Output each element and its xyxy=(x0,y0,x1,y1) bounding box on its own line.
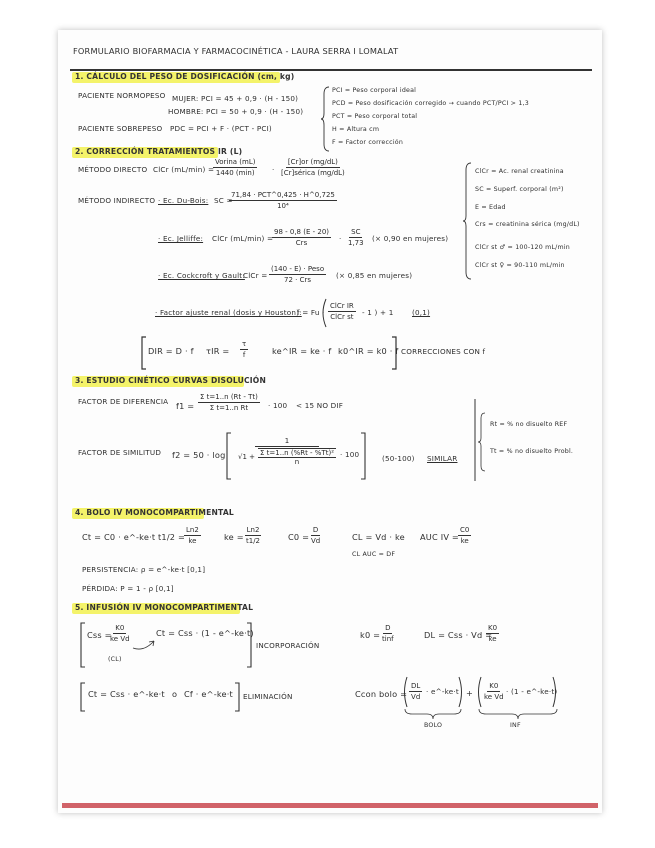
factor-den: ClCr st xyxy=(330,313,354,322)
css-lhs: Css = xyxy=(87,630,112,640)
k0-den: tinf xyxy=(382,635,394,644)
dl-formula: DL = Css · Vd = xyxy=(424,630,493,640)
elim-o: o xyxy=(172,689,178,699)
ct-incorporacion: Ct = Css · (1 - e^-ke·t) xyxy=(156,628,254,638)
s1-legend-3: H = Altura cm xyxy=(332,126,380,133)
dl-frac xyxy=(486,624,499,643)
cl-auc: CL AUC = DF xyxy=(352,551,396,558)
directo-lhs: ClCr (mL/min) = xyxy=(153,165,215,174)
cl-formula: CL = Vd · ke xyxy=(352,532,405,542)
auc-lhs: AUC IV = xyxy=(420,532,459,542)
directo-num-2: [Cr]or (mg/dL) xyxy=(286,158,340,168)
f1-frac xyxy=(198,393,260,412)
directo-den-2: [Cr]sérica (mg/dL) xyxy=(281,169,345,178)
corrections-label: CORRECCIONES CON f xyxy=(401,347,486,356)
section-heading-5: 5. INFUSIÓN IV MONOCOMPARTIMENTAL xyxy=(75,603,254,612)
bolo-plus: + xyxy=(466,688,474,698)
s1-legend-4: F = Factor corrección xyxy=(332,139,404,146)
section-heading-4: 4. BOLO IV MONOCOMPARTIMENTAL xyxy=(75,508,234,517)
c0-frac xyxy=(309,526,322,545)
cockcroft-den: 72 · Crs xyxy=(284,276,312,285)
formula-mujer: MUJER: PCI = 45 + 0,9 · (H - 150) xyxy=(172,94,299,103)
sqrt-sign: √1 + xyxy=(238,453,256,462)
f2-lhs: f2 = 50 · log xyxy=(172,450,226,460)
thalf-den: ke xyxy=(188,537,197,546)
ke-lhs: ke = xyxy=(224,532,244,542)
s4-ct: Ct = C0 · e^-ke·t xyxy=(82,532,156,542)
s3-legend-1: Tt = % no disuelto Probl. xyxy=(490,448,574,455)
factor-num: ClCr IR xyxy=(328,302,356,312)
factor-frac xyxy=(328,302,356,321)
formula-hombre: HOMBRE: PCI = 50 + 0,9 · (H - 150) xyxy=(168,107,304,116)
f2-label: FACTOR DE SIMILITUD xyxy=(78,448,162,457)
cockcroft-note: (× 0,85 en mujeres) xyxy=(336,271,413,280)
jelliffe-lhs: ClCr (mL/min) = xyxy=(212,234,274,243)
s1-legend-brace xyxy=(323,86,331,152)
corr-tau-frac xyxy=(240,340,248,359)
s1-legend-0: PCI = Peso corporal ideal xyxy=(332,87,417,94)
incorporacion-label: INCORPORACIÓN xyxy=(256,641,320,650)
corr-tau-den: f xyxy=(242,351,246,360)
eliminacion-label: ELIMINACIÓN xyxy=(243,692,293,701)
factor-label: · Factor ajuste renal (dosis y Houston): xyxy=(155,308,302,317)
bolo-term2-den: ke Vd xyxy=(484,693,504,702)
thalf-frac xyxy=(184,526,201,545)
jelliffe-sc-frac xyxy=(346,228,366,247)
perdida: PÉRDIDA: P = 1 - ρ [0,1] xyxy=(82,584,174,593)
c0-den: Vd xyxy=(311,537,321,546)
f1-tail: · 100 xyxy=(268,401,288,410)
dubois-den: 10⁴ xyxy=(277,202,289,211)
f2-inner-num: Σ t=1..n (%Rt - %Tt)² xyxy=(260,449,335,458)
bolo-underbrace xyxy=(404,708,462,720)
dubois-num: 71,84 · PCT^0,425 · H^0,725 xyxy=(229,191,337,201)
section-heading-1: 1. CÁLCULO DEL PESO DE DOSIFICACIÓN (cm, kg) xyxy=(75,72,295,81)
sobrepeso-label: PACIENTE SOBREPESO xyxy=(78,124,163,133)
inf-underbrace xyxy=(478,708,558,720)
elim-bracket-right xyxy=(234,682,240,712)
auc-den: ke xyxy=(460,537,469,546)
k0-frac xyxy=(380,624,396,643)
s2-legend-3: Crs = creatinina sérica (mg/dL) xyxy=(475,221,580,228)
jelliffe-note: (× 0,90 en mujeres) xyxy=(372,234,449,243)
elim-bracket-left xyxy=(80,682,86,712)
red-margin-line xyxy=(62,803,598,808)
jelliffe-den: Crs xyxy=(295,239,308,248)
cockcroft-frac xyxy=(269,265,326,284)
bolo-term2-exp: · (1 - e^-ke·t) xyxy=(506,687,558,696)
css-den: ke Vd xyxy=(110,635,130,644)
elim-b: Cf · e^-ke·t xyxy=(184,689,233,699)
dubois-label: · Ec. Du-Bois: xyxy=(158,196,209,205)
corr-dir: DIR = D · f xyxy=(148,346,194,356)
auc-frac xyxy=(458,526,471,545)
bolo-term1-num: DL xyxy=(409,682,422,692)
bolo-paren-1-left xyxy=(402,676,408,708)
directo-frac-1 xyxy=(213,158,257,177)
jelliffe-sc-num: SC xyxy=(349,228,362,238)
directo-frac-2 xyxy=(279,158,347,177)
cockcroft-label: · Ec. Cockcroft y Gault: xyxy=(158,271,245,280)
f2-tail: · 100 xyxy=(340,450,360,459)
directo-num-1: Vorina (mL) xyxy=(213,158,257,168)
s1-legend-2: PCT = Peso corporal total xyxy=(332,113,418,120)
f1-den: Σ t=1..n Rt xyxy=(209,404,249,413)
f2-outer-num: 1 xyxy=(255,437,319,447)
f2-inner-den: n xyxy=(294,458,300,467)
dubois-frac xyxy=(229,191,337,210)
css-under: (CL) xyxy=(108,656,122,663)
factor-rest: - 1 ) + 1 xyxy=(362,308,394,317)
corr-tau-lhs: τIR = xyxy=(206,346,230,356)
s2-legend-2: E = Edad xyxy=(475,204,506,211)
section-heading-3: 3. ESTUDIO CINÉTICO CURVAS DISOLUCIÓN xyxy=(75,376,266,385)
s2-legend-1: SC = Superf. corporal (m²) xyxy=(475,186,564,193)
k0-lhs: k0 = xyxy=(360,630,381,640)
dubois-lhs: SC = xyxy=(214,196,233,205)
bolo-term2-frac xyxy=(482,682,506,701)
page-title: FORMULARIO BIOFARMACIA Y FARMACOCINÉTICA - LAURA SERRA I LOMALAT xyxy=(73,46,399,56)
bolo-term1-frac xyxy=(409,682,422,701)
bolo-paren-1-right xyxy=(458,676,464,708)
elim-a: Ct = Css · e^-ke·t xyxy=(88,689,165,699)
corrections-bracket-right xyxy=(391,336,397,370)
c0-num: D xyxy=(311,526,320,536)
s3-legend-brace xyxy=(480,412,486,472)
bolo-term1-exp: · e^-ke·t xyxy=(426,687,459,696)
cockcroft-lhs: ClCr = xyxy=(243,271,268,280)
persistencia: PERSISTENCIA: ρ = e^-ke·t [0,1] xyxy=(82,565,206,574)
ke-num: Ln2 xyxy=(245,526,262,536)
f1-note: < 15 NO DIF xyxy=(296,401,344,410)
f1-num: Σ t=1..n (Rt - Tt) xyxy=(198,393,260,403)
ke-den: t1/2 xyxy=(246,537,261,546)
bolo-term1-den: Vd xyxy=(411,693,421,702)
f2-bracket-left xyxy=(226,432,232,480)
corr-tau-num: τ xyxy=(240,340,248,350)
f2-outer-den xyxy=(236,447,338,466)
css-arrow xyxy=(132,638,156,652)
bolo-lhs: Ccon bolo = xyxy=(355,689,408,699)
corrections-bracket-left xyxy=(141,336,147,370)
auc-num: C0 xyxy=(458,526,471,536)
f2-similar: SIMILAR xyxy=(427,454,458,463)
s2-legend-5: ClCr st ♀ = 90-110 mL/min xyxy=(475,262,565,269)
jelliffe-label: · Ec. Jelliffe: xyxy=(158,234,204,243)
k0-num: D xyxy=(383,624,392,634)
inc-bracket-right xyxy=(246,622,252,668)
f1-label: FACTOR DE DIFERENCIA xyxy=(78,397,169,406)
f2-bracket-right xyxy=(360,432,366,480)
corr-ke: ke^IR = ke · f xyxy=(272,346,332,356)
s2-legend-4: ClCr st ♂ = 100-120 mL/min xyxy=(475,244,570,251)
bolo-term2-num: K0 xyxy=(487,682,500,692)
directo-den-1: 1440 (min) xyxy=(215,169,255,178)
mult-sign: · xyxy=(272,165,275,174)
factor-lhs: f = Fu · xyxy=(297,308,325,317)
s1-legend-1: PCD = Peso dosificación corregido → cuando PCT/PCI > 1,3 xyxy=(332,100,529,107)
f1-lhs: f1 = xyxy=(176,401,195,411)
f2-outer-frac xyxy=(236,437,338,466)
factor-paren-left xyxy=(320,298,328,328)
thalf-lhs: t1/2 = xyxy=(158,532,186,542)
section-heading-2: 2. CORRECCIÓN TRATAMIENTOS IR (L) xyxy=(75,147,243,156)
jelliffe-num: 98 - 0,8 (E - 20) xyxy=(272,228,331,238)
dl-den: ke xyxy=(488,635,497,644)
s2-legend-0: ClCr = Ac. renal creatinina xyxy=(475,168,564,175)
jelliffe-sc-den: 1,73 xyxy=(348,239,364,248)
normopeso-label: PACIENTE NORMOPESO xyxy=(78,91,166,100)
directo-label: MÉTODO DIRECTO xyxy=(78,165,148,174)
formula-pdc: PDC = PCI + F · (PCT - PCI) xyxy=(170,124,272,133)
indirecto-label: MÉTODO INDIRECTO xyxy=(78,196,156,205)
s3-legend-0: Rt = % no disuelto REF xyxy=(490,421,568,428)
bolo-paren-2-right xyxy=(552,676,558,708)
thalf-num: Ln2 xyxy=(184,526,201,536)
css-frac xyxy=(108,624,132,643)
title-rule xyxy=(70,69,592,71)
s2-legend-brace xyxy=(465,162,473,280)
f2-note: (50-100) xyxy=(382,454,415,463)
css-num: K0 xyxy=(113,624,126,634)
under-bolo: BOLO xyxy=(424,722,443,729)
corr-k0: k0^IR = k0 · f xyxy=(338,346,399,356)
under-inf: INF xyxy=(510,722,521,729)
factor-tag: (0,1) xyxy=(412,308,431,317)
c0-lhs: C0 = xyxy=(288,532,310,542)
s3-legend-line xyxy=(473,398,477,482)
ke-frac xyxy=(244,526,262,545)
mult-sign-2: · xyxy=(339,234,342,243)
cockcroft-num: (140 - E) · Peso xyxy=(269,265,326,275)
inc-bracket-left xyxy=(80,622,86,668)
jelliffe-frac xyxy=(272,228,331,247)
dl-num: K0 xyxy=(486,624,499,634)
